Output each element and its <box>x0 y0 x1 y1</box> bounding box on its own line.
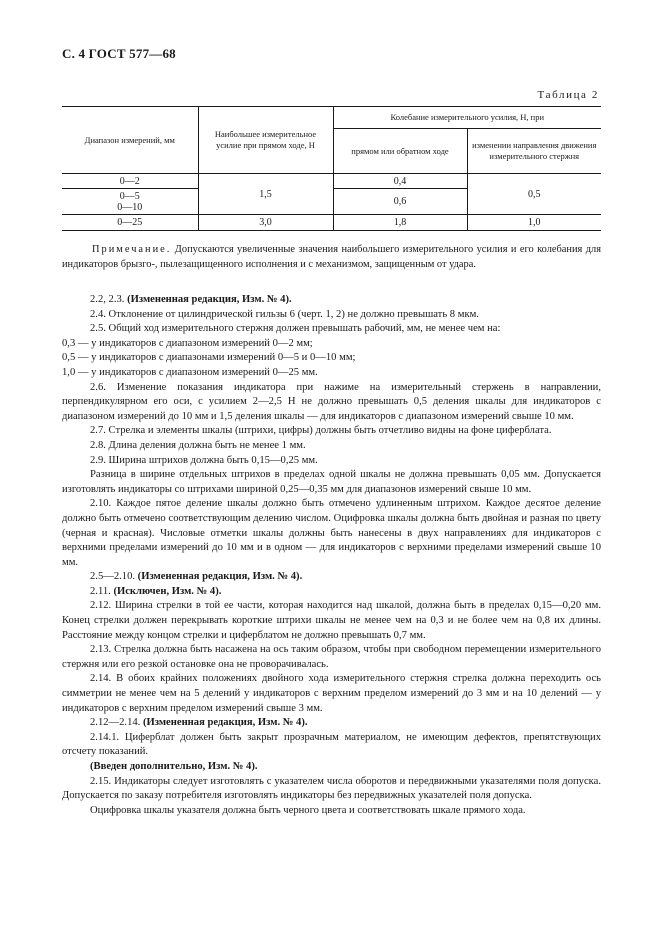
paragraph: 2.4. Отклонение от цилиндрической гильзы 6 (черт. 1, 2) не должно превышать 8 мкм. <box>90 308 479 320</box>
header-fluctuation: Колебание измерительного усилия, Н, при <box>333 107 601 129</box>
table-note <box>62 242 601 272</box>
document-body <box>62 293 601 818</box>
note-label: Примечание. <box>92 244 172 255</box>
list-item: 0,3 — у индикаторов с диапазоном измерений 0—2 мм; <box>62 337 313 349</box>
header-forward: прямом или обратном ходе <box>333 129 467 174</box>
paragraph: Разница в ширине отдельных штрихов в пределах одной шкалы не должна превышать 0,05 мм. Допускается изготовлять индикаторы со штрихами шириной 0,25—0,35 мм для диапазонов измерений свыше 10 мм. <box>62 469 601 495</box>
header-range: Диапазон измерений, мм <box>62 107 198 174</box>
paragraph <box>62 585 601 600</box>
paragraph: 2.9. Ширина штрихов должна быть 0,15—0,25 мм. <box>90 454 318 466</box>
page-header: С. 4 ГОСТ 577—68 <box>62 46 176 61</box>
cell-change: 1,0 <box>467 215 601 231</box>
paragraph <box>62 570 601 585</box>
clause-number: 2.11. <box>90 585 114 597</box>
clause-number: 2.12—2.14. <box>90 717 143 729</box>
cell-range <box>62 189 198 215</box>
force-table <box>62 106 601 231</box>
list-item: 0,5 — у индикаторов с диапазонами измерений 0—5 и 0—10 мм; <box>62 352 356 364</box>
clause-number: 2.5—2.10. <box>90 571 138 583</box>
table-caption: Таблица 2 <box>537 89 599 101</box>
paragraph: 2.10. Каждое пятое деление шкалы должно быть отмечено удлиненным штрихом. Каждое десятое деление должно быть отмечено соответствующим делению числом. Оцифровка шкалы должна быть двойная и разная по цвету (черная и красная). Числовые отметки шкалы должны быть нанесены в двух направлениях для индикаторов с верхними пределами измерений до 10 мм и в одном — для индикаторов с верхними пределами измерений свыше 10 мм. <box>62 498 601 568</box>
paragraph: 2.12. Ширина стрелки в той ее части, которая находится над шкалой, должна быть в пределах 0,15—0,20 мм. Конец стрелки должен перекрывать короткие штрихи шкалы не менее чем на 0,3 и не более чем на 0,8 их длины. Расстояние между концом стрелки и циферблатом не должно превышать 0,7 мм. <box>62 600 601 641</box>
cell-range: 0—25 <box>62 215 198 231</box>
amendment-note: (Введен дополнительно, Изм. № 4). <box>90 761 258 772</box>
cell-force: 1,5 <box>198 174 333 215</box>
header-direction-change: изменении направления движения измерительного стержня <box>467 129 601 174</box>
paragraph: 2.5. Общий ход измерительного стержня должен превышать рабочий, мм, не менее чем на: <box>90 323 501 335</box>
paragraph: Оцифровка шкалы указателя должна быть черного цвета и соответствовать шкале прямого хода. <box>90 804 526 816</box>
paragraph: 2.14. В обоих крайних положениях двойного хода измерительного стержня стрелка должна переходить ось симметрии не менее чем на 5 делений у индикаторов с верхним пределом измерений до 3 мм и на 10 делений — у индикаторов с верхним пределом измерений свыше 3 мм. <box>62 673 601 714</box>
amendment-note: (Измененная редакция, Изм. № 4). <box>142 717 308 729</box>
amendment-note: (Измененная редакция, Изм. № 4). <box>127 294 292 305</box>
paragraph <box>62 293 601 308</box>
note-text: Допускаются увеличенные значения наибольшего измерительного усилия и его колебания для индикаторов брызго-, пылезащищенного исполнения и с механизмом, защищенным от удара. <box>62 244 601 270</box>
cell-range: 0—2 <box>62 174 198 189</box>
paragraph: 2.7. Стрелка и элементы шкалы (штрихи, цифры) должны быть отчетливо видны на фоне циферблата. <box>90 425 552 437</box>
paragraph: 2.8. Длина деления должна быть не менее 1 мм. <box>90 439 306 451</box>
amendment-note: (Исключен, Изм. № 4). <box>113 585 222 597</box>
paragraph <box>62 760 601 775</box>
cell-change: 0,5 <box>467 174 601 215</box>
paragraph: 2.15. Индикаторы следует изготовлять с указателем числа оборотов и передвижными указателями поля допуска. Допускается по заказу потребителя изготовлять индикаторы без передвижных указателей поля допуска. <box>62 775 601 802</box>
clause-number: 2.2, 2.3. <box>90 294 128 305</box>
amendment-note: (Измененная редакция, Изм. № 4). <box>137 571 303 583</box>
paragraph <box>62 716 601 731</box>
paragraph: 2.14.1. Циферблат должен быть закрыт прозрачным материалом, не имеющим дефектов, препятствующих отсчету показаний. <box>62 731 601 758</box>
cell-forward: 0,4 <box>333 174 467 189</box>
cell-force: 3,0 <box>198 215 333 231</box>
cell-forward: 1,8 <box>333 215 467 231</box>
cell-forward: 0,6 <box>333 189 467 215</box>
paragraph: 2.6. Изменение показания индикатора при нажиме на измерительный стержень в направлении, перпендикулярном его оси, с усилием 2—2,5 Н не должно превышать 0,5 деления шкалы для индикаторов с диапазоном измерений до 10 мм и 1,5 деления шкалы — для индикаторов с диапазоном измерений свыше 10 мм. <box>62 381 601 422</box>
header-max-force: Наибольшее измерительное усилие при прямом ходе, Н <box>198 107 333 174</box>
list-item: 1,0 — у индикаторов с диапазоном измерений 0—25 мм. <box>62 366 318 378</box>
cell-range-line: 0—5 <box>119 190 140 202</box>
paragraph: 2.13. Стрелка должна быть насажена на ось таким образом, чтобы при свободном перемещении измерительного стержня или его резкой остановке она не проворачивалась. <box>62 644 601 670</box>
cell-range-line: 0—10 <box>117 201 143 213</box>
